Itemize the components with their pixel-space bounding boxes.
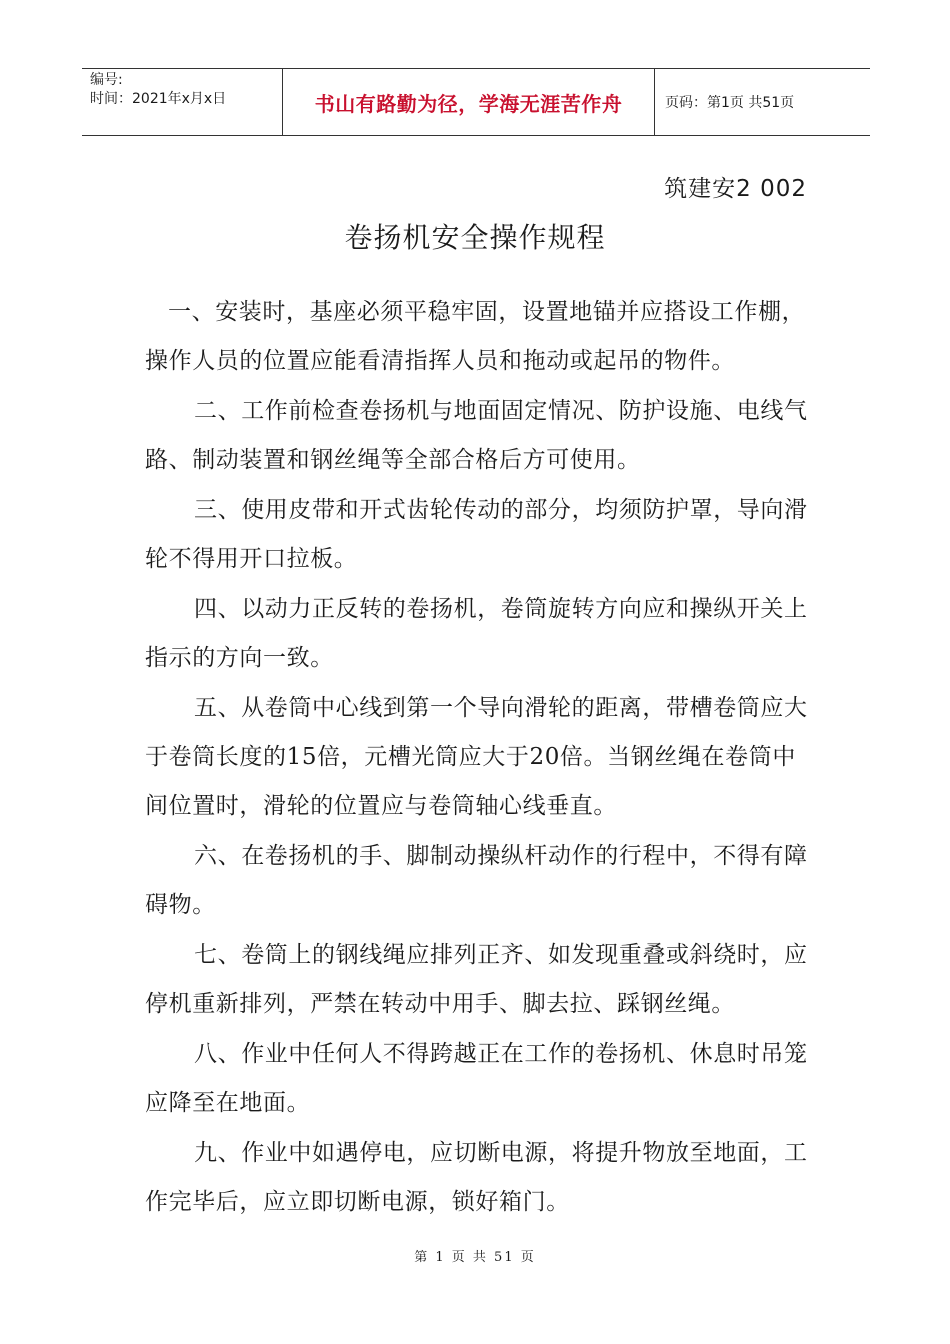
page-title: 卷扬机安全操作规程 — [344, 221, 606, 254]
paragraph-9: 九、作业中如遇停电，应切断电源，将提升物放至地面，工作完毕后，应立即切断电源，锁好箱门。 — [145, 1140, 808, 1215]
document-number: 筑建安2 002 — [664, 176, 807, 202]
paragraph-8: 八、作业中任何人不得跨越正在工作的卷扬机、休息时吊笼应降至在地面。 — [145, 1041, 808, 1116]
paragraph-6: 六、在卷扬机的手、脚制动操纵杆动作的行程中，不得有障碍物。 — [145, 843, 808, 918]
paragraph-2: 二、工作前检查卷扬机与地面固定情况、防护设施、电线气路、制动装置和钢丝绳等全部合格后方可使用。 — [145, 398, 808, 473]
page-footer: 第 1 页 共 51 页 — [414, 1250, 536, 1265]
number-label: 编号: — [90, 72, 123, 88]
header-page-info — [655, 69, 870, 135]
paragraph-4: 四、以动力正反转的卷扬机，卷筒旋转方向应和操纵开关上指示的方向一致。 — [145, 596, 808, 671]
paragraph-5: 五、从卷筒中心线到第一个导向滑轮的距离，带槽卷筒应大于卷筒长度的15倍，元槽光筒应大于20倍。当钢丝绳在卷筒中间位置时，滑轮的位置应与卷筒轴心线垂直。 — [145, 695, 808, 819]
paragraph-7: 七、卷筒上的钢线绳应排列正齐、如发现重叠或斜绕时，应停机重新排列，严禁在转动中用手、脚去拉、踩钢丝绳。 — [145, 942, 808, 1017]
time-label: 时间：2021年x月x日 — [90, 91, 227, 107]
header-motto-cell — [282, 69, 655, 135]
body-content — [145, 288, 810, 1228]
page-header — [82, 68, 870, 136]
paragraph-3: 三、使用皮带和开式齿轮传动的部分，均须防护罩，导向滑轮不得用开口拉板。 — [145, 497, 808, 572]
header-meta — [82, 69, 282, 135]
paragraph-1: 一、安装时，基座必须平稳牢固，设置地锚并应搭设工作棚，操作人员的位置应能看清指挥人员和拖动或起吊的物件。 — [145, 299, 806, 374]
page-info-text: 页码：第1页 共51页 — [665, 95, 795, 111]
motto-text: 书山有路勤为径，学海无涯苦作舟 — [314, 91, 623, 116]
